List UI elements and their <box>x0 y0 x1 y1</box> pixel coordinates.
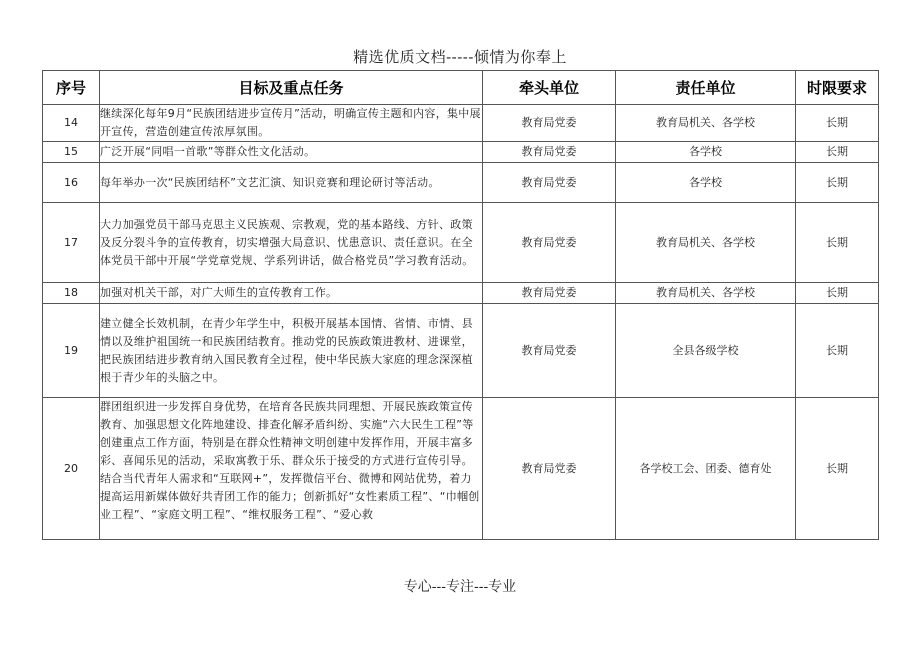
row-number: 19 <box>43 304 100 398</box>
row-number: 16 <box>43 163 100 203</box>
row-number: 14 <box>43 105 100 142</box>
row-task: 大力加强党员干部马克思主义民族观、宗教观，党的基本路线、方针、政策及反分裂斗争的宣传教育，切实增强大局意识、忧患意识、责任意识。在全体党员干部中开展“学党章党规、学系列讲话，做合格党员”学习教育活动。 <box>100 203 483 283</box>
row-task: 每年举办一次“民族团结杯”文艺汇演、知识竞赛和理论研讨等活动。 <box>100 163 483 203</box>
row-lead-unit: 教育局党委 <box>483 203 616 283</box>
row-responsible-unit: 各学校 <box>616 142 796 163</box>
row-responsible-unit: 各学校工会、团委、德育处 <box>616 398 796 540</box>
column-header-number: 序号 <box>43 71 100 105</box>
row-task: 继续深化每年9月“民族团结进步宣传月”活动，明确宣传主题和内容，集中展开宣传，营造创建宣传浓厚氛围。 <box>100 105 483 142</box>
table-row <box>43 203 879 283</box>
row-task-text: 群团组织进一步发挥自身优势，在培育各民族共同理想、开展民族政策宣传教育、加强思想文化阵地建设、排查化解矛盾纠纷、实施“六大民生工程”等创建重点工作方面，特别是在群众性精神文明创建中发挥作用，开展丰富多彩、喜闻乐见的活动，采取寓教于乐、群众乐于接受的方式进行宣传引导。结合当代青年人需求和“互联网+”，发挥微信平台、微博和网站优势，着力提高运用新媒体做好共青团工作的能力；创新抓好“女性素质工程”、“巾帼创业工程”、“家庭文明工程”、“维权服务工程”、“爱心救 <box>100 400 480 521</box>
row-lead-unit: 教育局党委 <box>483 105 616 142</box>
row-task: 广泛开展“同唱一首歌”等群众性文化活动。 <box>100 142 483 163</box>
page-footer: 专心---专注---专业 <box>403 579 517 595</box>
column-header-responsible-unit: 责任单位 <box>616 71 796 105</box>
row-lead-unit: 教育局党委 <box>483 163 616 203</box>
row-responsible-unit: 教育局机关、各学校 <box>616 283 796 304</box>
table-row <box>43 304 879 398</box>
row-lead-unit: 教育局党委 <box>483 142 616 163</box>
row-task: 建立健全长效机制，在青少年学生中，积极开展基本国情、省情、市情、县情以及维护祖国统一和民族团结教育。推动党的民族政策进教材、进课堂，把民族团结进步教育纳入国民教育全过程，使中华民族大家庭的理念深深植根于青少年的头脑之中。 <box>100 304 483 398</box>
column-header-task: 目标及重点任务 <box>100 71 483 105</box>
row-time-limit: 长期 <box>796 142 879 163</box>
row-time-limit: 长期 <box>796 163 879 203</box>
row-time-limit: 长期 <box>796 283 879 304</box>
row-task <box>100 398 483 540</box>
task-table <box>42 70 879 540</box>
table-row <box>43 283 879 304</box>
table-row <box>43 105 879 142</box>
table-row <box>43 398 879 540</box>
row-number: 20 <box>43 398 100 540</box>
row-task: 加强对机关干部，对广大师生的宣传教育工作。 <box>100 283 483 304</box>
row-number: 15 <box>43 142 100 163</box>
table-row <box>43 142 879 163</box>
column-header-time-limit: 时限要求 <box>796 71 879 105</box>
row-lead-unit: 教育局党委 <box>483 398 616 540</box>
row-time-limit: 长期 <box>796 203 879 283</box>
page-header: 精选优质文档-----倾情为你奉上 <box>353 48 567 66</box>
row-time-limit: 长期 <box>796 304 879 398</box>
row-lead-unit: 教育局党委 <box>483 304 616 398</box>
row-time-limit: 长期 <box>796 105 879 142</box>
row-number: 18 <box>43 283 100 304</box>
table-header-row <box>43 71 879 105</box>
row-time-limit: 长期 <box>796 398 879 540</box>
table-row <box>43 163 879 203</box>
row-responsible-unit: 教育局机关、各学校 <box>616 105 796 142</box>
row-lead-unit: 教育局党委 <box>483 283 616 304</box>
row-number: 17 <box>43 203 100 283</box>
row-responsible-unit: 各学校 <box>616 163 796 203</box>
column-header-lead-unit: 牵头单位 <box>483 71 616 105</box>
row-responsible-unit: 全县各级学校 <box>616 304 796 398</box>
row-responsible-unit: 教育局机关、各学校 <box>616 203 796 283</box>
